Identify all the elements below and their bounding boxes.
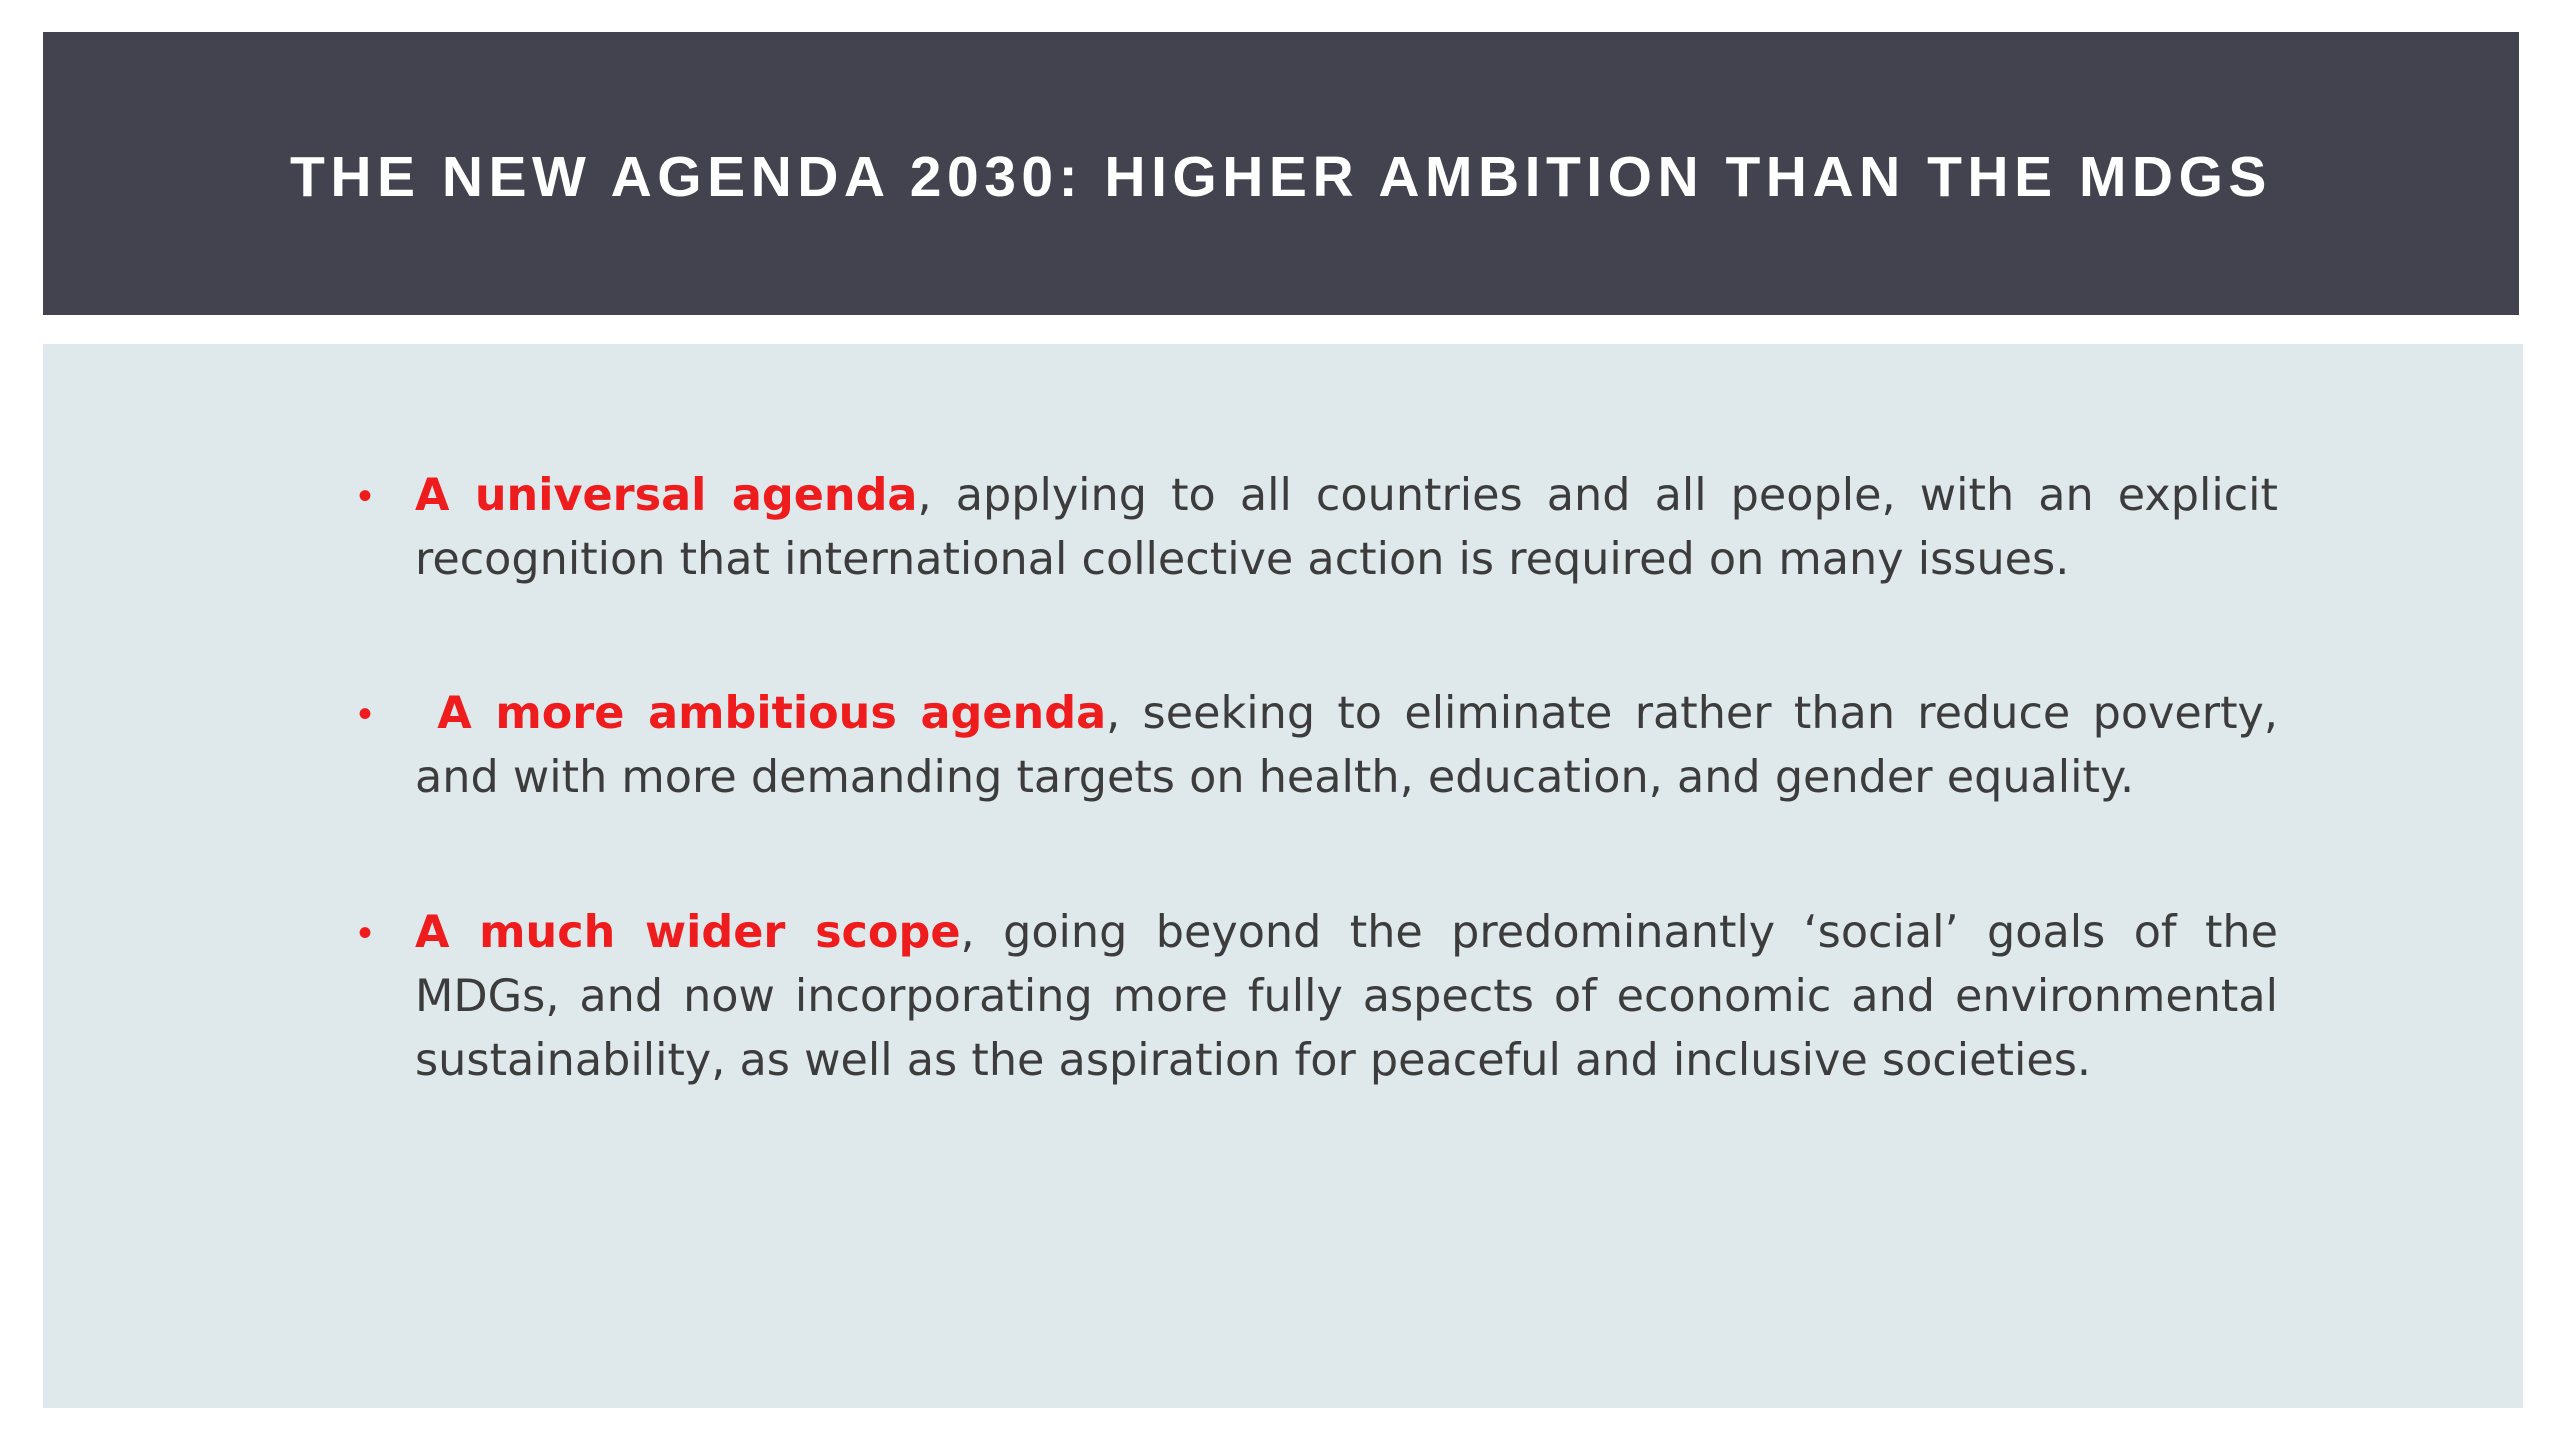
bullet-item-ambitious-agenda (358, 682, 2278, 810)
slide-title-bar (43, 32, 2519, 315)
bullet-body (415, 901, 2278, 1093)
bullet-text: , seeking to eliminate rather than reduce poverty, and with more demanding targets on health, education, and gender equality. (415, 688, 2278, 803)
bullet-lead-text: A more ambitious agenda (437, 688, 1107, 739)
bullet-text: , going beyond the predominantly ‘social’ goals of the MDGs, and now incorporating more fully aspects of economic and environmental sustainability, as well as the aspiration for peaceful and inclusive societies. (415, 907, 2278, 1086)
bullet-item-wider-scope (358, 901, 2278, 1093)
bullet-dot-icon: • (358, 692, 373, 736)
bullet-body (415, 464, 2278, 592)
bullet-lead-text: A universal agenda (415, 470, 918, 521)
bullet-text: , applying to all countries and all people, with an explicit recognition that international collective action is required on many issues. (415, 470, 2278, 585)
bullet-body (415, 682, 2278, 810)
slide-title: THE NEW AGENDA 2030: HIGHER AMBITION THAN THE MDGS (290, 144, 2272, 209)
slide-content-panel (43, 344, 2523, 1408)
bullet-dot-icon: • (358, 474, 373, 518)
bullet-item-universal-agenda (358, 464, 2278, 592)
bullet-dot-icon: • (358, 911, 373, 955)
bullet-lead-text: A much wider scope (415, 907, 961, 958)
